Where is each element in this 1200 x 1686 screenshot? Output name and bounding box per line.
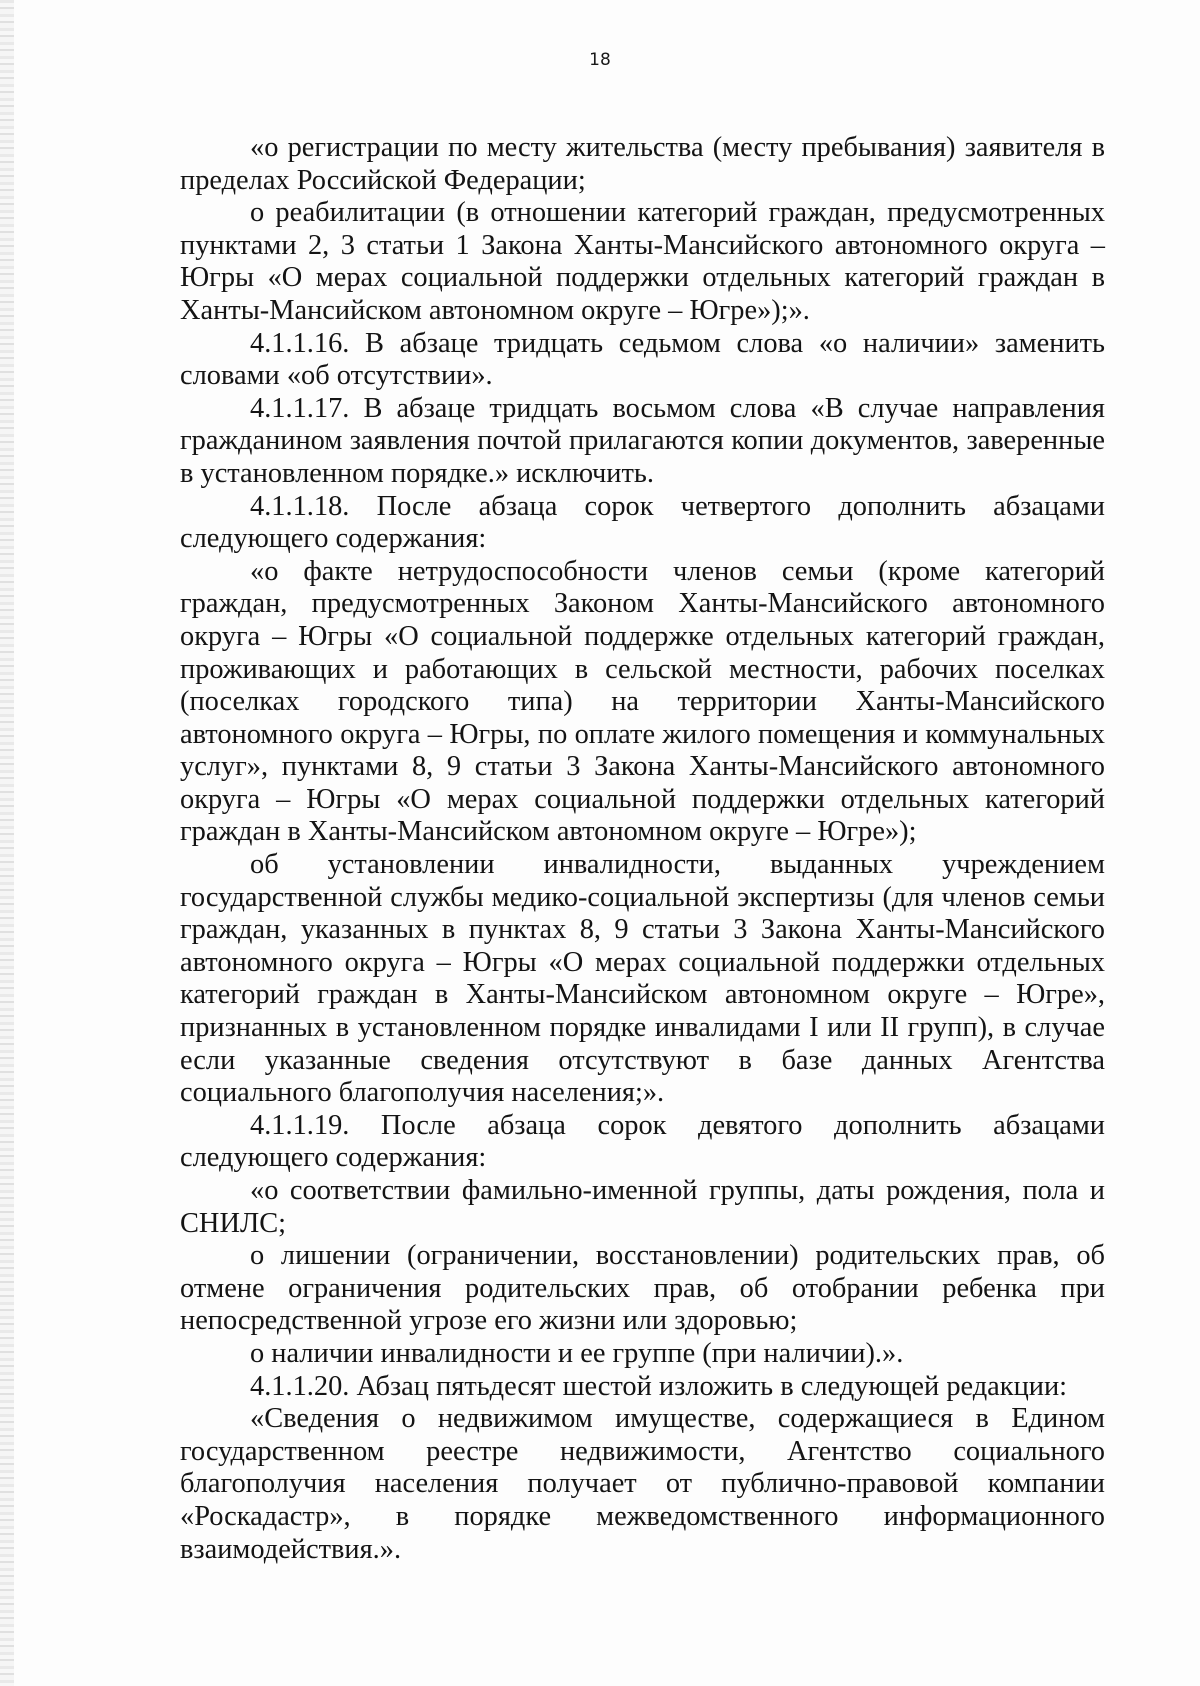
paragraph: 4.1.1.17. В абзаце тридцать восьмом слова «В случае направления гражданином заявления почтой прилагаются копии документов, заверенные в установленном порядке.» исключить. [180, 392, 1105, 489]
paragraph: 4.1.1.19. После абзаца сорок девятого дополнить абзацами следующего содержания: [180, 1109, 1105, 1174]
paragraph: о реабилитации (в отношении категорий граждан, предусмотренных пунктами 2, 3 статьи 1 Закона Ханты-Мансийского автономного округа – Югры «О мерах социальной поддержки отдельных категорий граждан в Ханты-Мансийском автономном округе – Югре»);». [180, 197, 1105, 326]
paragraph: «Сведения о недвижимом имуществе, содержащиеся в Едином государственном реестре недвижимости, Агентство социального благополучия населения получает от публично-правовой компании «Роскадастр», в порядке межведомственного информационного взаимодействия.». [180, 1403, 1105, 1565]
paragraph: о наличии инвалидности и ее группе (при наличии).». [250, 1337, 904, 1369]
paragraph: об установлении инвалидности, выданных учреждением государственной службы медико-социальной экспертизы (для членов семьи граждан, указанных в пунктах 8, 9 статьи 3 Закона Ханты-Мансийского автономного округа – Югры «О мерах социальной поддержки отдельных категорий граждан в Ханты-Мансийском автономном округе – Югре», признанных в установленном порядке инвалидами I или II групп), в случае если указанные сведения отсутствуют в базе данных Агентства социального благополучия населения;». [180, 849, 1106, 1109]
paragraph: «о факте нетрудоспособности членов семьи (кроме категорий граждан, предусмотренных Законом Ханты-Мансийского автономного округа – Югры «О социальной поддержке отдельных категорий граждан, проживающих и работающих в сельской местности, рабочих поселках (поселках городского типа) на территории Ханты-Мансийского автономного округа – Югры, по оплате жилого помещения и коммунальных услуг», пунктами 8, 9 статьи 3 Закона Ханты-Мансийского автономного округа – Югры «О мерах социальной поддержки отдельных категорий граждан в Ханты-Мансийском автономном округе – Югре»); [180, 555, 1105, 848]
paragraph: «о регистрации по месту жительства (месту пребывания) заявителя в пределах Российской Федерации; [180, 132, 1105, 196]
paragraph: 4.1.1.20. Абзац пятьдесят шестой изложить в следующей редакции: [250, 1370, 1068, 1402]
paragraph: 4.1.1.16. В абзаце тридцать седьмом слова «о наличии» заменить словами «об отсутствии». [180, 327, 1105, 392]
paragraph: о лишении (ограничении, восстановлении) родительских прав, об отмене ограничения родительских прав, об отобрании ребенка при непосредственной угрозе его жизни или здоровью; [180, 1240, 1105, 1337]
scan-edge-artifact [0, 0, 14, 1686]
document-body [180, 132, 1105, 1566]
paragraph: 4.1.1.18. После абзаца сорок четвертого дополнить абзацами следующего содержания: [180, 490, 1105, 555]
page-number: 18 [589, 50, 611, 70]
paragraph: «о соответствии фамильно-именной группы, даты рождения, пола и СНИЛС; [180, 1175, 1105, 1239]
